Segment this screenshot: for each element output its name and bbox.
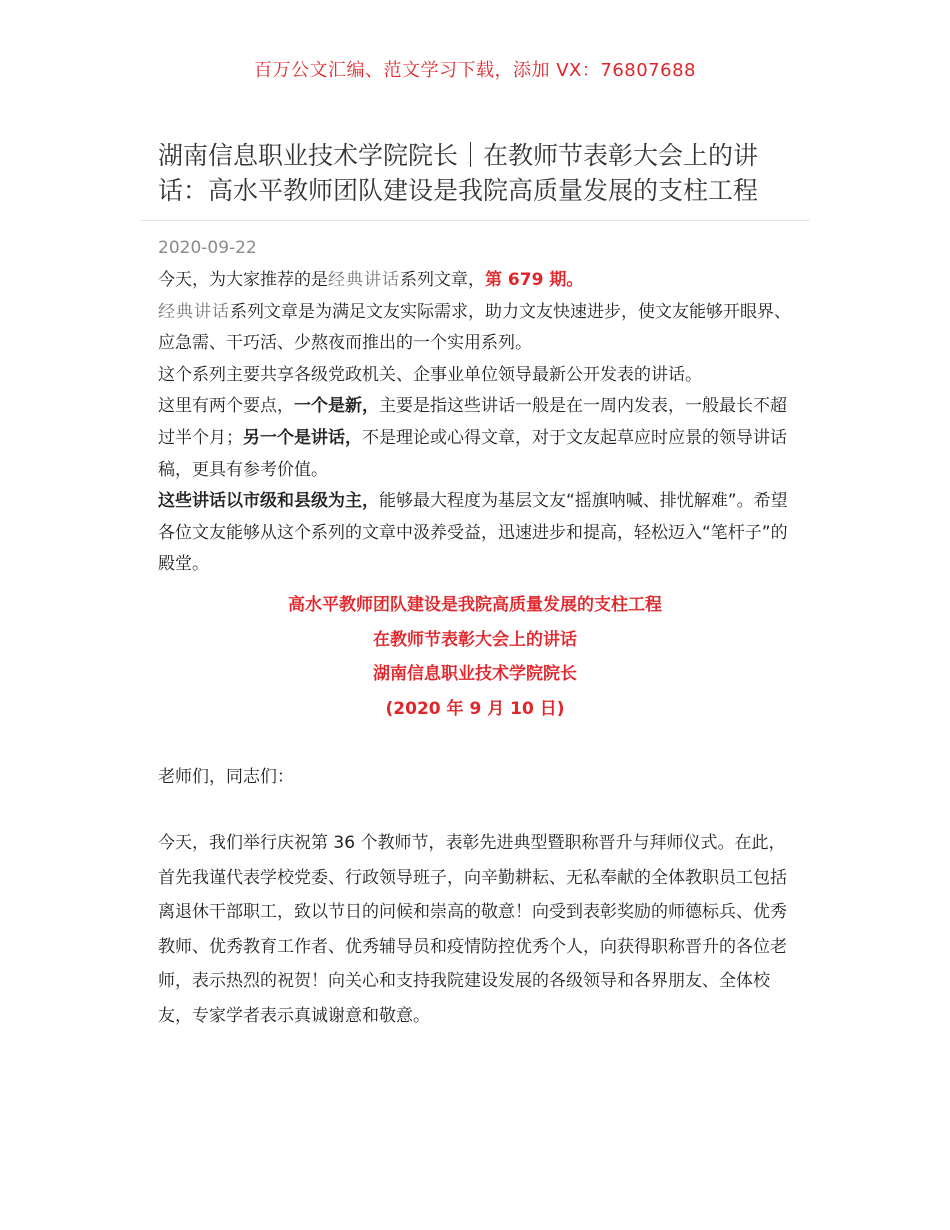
article-title: 湖南信息职业技术学院院长｜在教师节表彰大会上的讲话：高水平教师团队建设是我院高质量发展的支柱工程 (158, 141, 759, 205)
intro-paragraph-4 (158, 391, 798, 486)
key-point-1: 一个是新， (294, 396, 379, 417)
speech-speaker: 湖南信息职业技术学院院长 (373, 664, 577, 684)
series-name: 经典讲话 (328, 270, 400, 290)
speech-paragraph: 今天，我们举行庆祝第 36 个教师节，表彰先进典型暨职称晋升与拜师仪式。在此，首先我谨代表学校党委、行政领导班子，向辛勤耕耘、无私奉献的全体教职员工包括离退休干部职工，致以节日的问候和崇高的敬意！向受到表彰奖励的师德标兵、优秀教师、优秀教育工作者、优秀辅导员和疫情防控优秀个人，向获得职称晋升的各位老师，表示热烈的祝贺！向关心和支持我院建设发展的各级领导和各界朋友、全体校友，专家学者表示真诚谢意和敬意。 (158, 833, 787, 1026)
intro-text: 不是理论或心得文章，对于文友起草应时应景的领导讲话稿，更具有参考价值。 (158, 427, 787, 480)
promo-banner: 百万公文汇编、范文学习下载，添加 VX：76807688 (254, 60, 696, 81)
key-point-2: 另一个是讲话， (243, 427, 362, 448)
issue-number: 第 679 期。 (485, 270, 584, 290)
intro-text: 这里有两个要点， (158, 396, 294, 417)
intro-text: 今天，为大家推荐的是 (158, 270, 328, 290)
article-date: 2020-09-22 (158, 238, 257, 258)
intro-text: 系列文章， (400, 270, 485, 290)
title-divider (140, 220, 810, 221)
intro-text: 主要是指这些讲话一般是在一周内发表，一般最长不超过半个月； (158, 396, 787, 448)
intro-paragraph-5 (158, 486, 798, 581)
intro-section (158, 265, 798, 581)
intro-paragraph-3: 这个系列主要共享各级党政机关、企事业单位领导最新公开发表的讲话。 (158, 364, 702, 385)
intro-paragraph-1 (158, 265, 798, 297)
intro-emphasis: 这些讲话以市级和县级为主， (158, 491, 379, 512)
speech-occasion: 在教师节表彰大会上的讲话 (373, 629, 577, 650)
intro-paragraph-2 (158, 297, 798, 360)
speech-date: (2020 年 9 月 10 日) (385, 698, 565, 719)
series-name: 经典讲话 (158, 301, 230, 322)
speech-greeting: 老师们，同志们： (158, 767, 294, 787)
intro-text: 能够最大程度为基层文友“摇旗呐喊、排忧解难”。希望各位文友能够从这个系列的文章中汲养受益，迅速进步和提高，轻松迈入“笔杆子”的殿堂。 (158, 491, 788, 575)
speech-heading-block (0, 588, 950, 726)
intro-text: 系列文章是为满足文友实际需求，助力文友快速进步，使文友能够开眼界、应急需、干巧活、少熬夜而推出的一个实用系列。 (158, 301, 791, 354)
speech-heading: 高水平教师团队建设是我院高质量发展的支柱工程 (288, 595, 662, 615)
